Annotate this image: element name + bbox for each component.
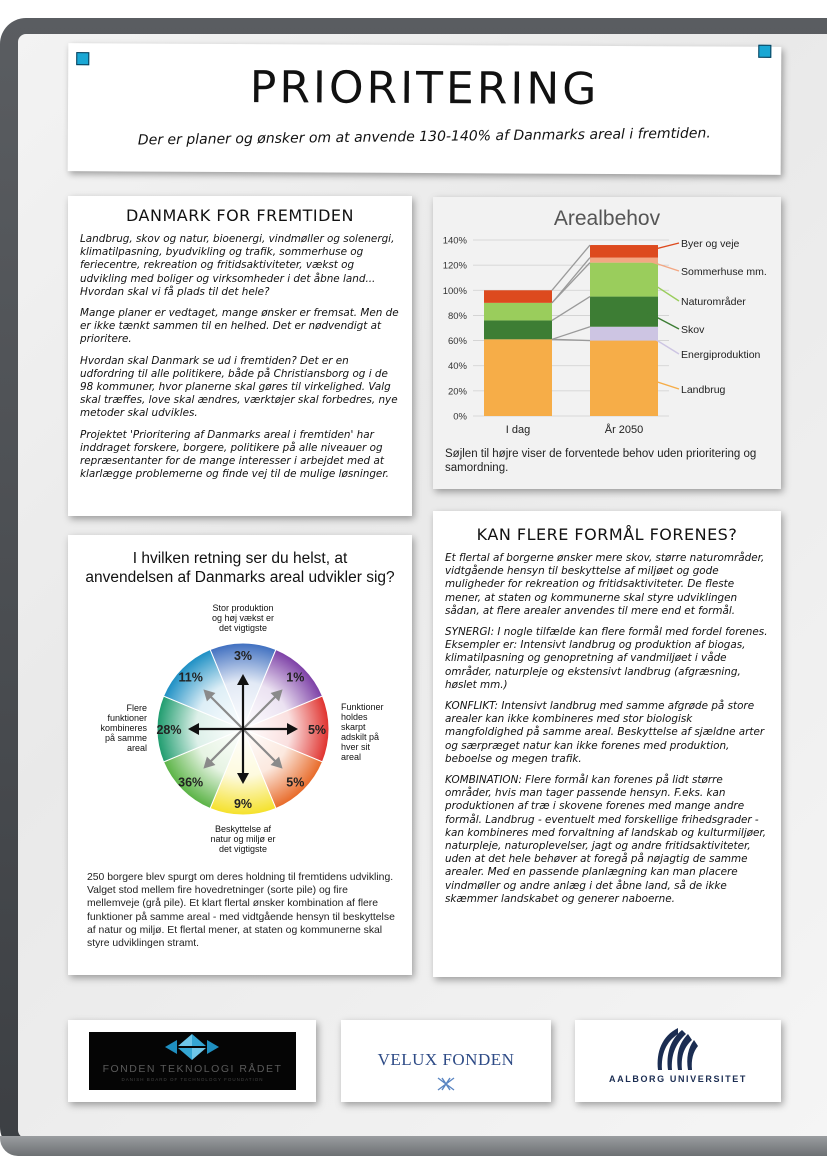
pin-icon (758, 45, 771, 58)
left-direction-label (100, 703, 147, 753)
kan-paragraph: KONFLIKT: Intensivt landbrug med samme afgrøde på store arealer kan ikke kombineres med stor biologisk mangfoldighed på samme areal. Beskyttelse af sjældne arter og særpræget natur kan ikke forenes med produktion, beboelse og megen trafik. (445, 700, 765, 765)
top-direction-label (212, 603, 274, 633)
poll-caption: 250 borgere blev spurgt om deres holdning til fremtidens udvikling. Valget stod mellem fire hovedretninger (sorte pile) og fire mellemveje (grå pile). Et klart flertal ønsker kombination af flere funktioner på samme areal - med vidtgående hensyn til beskyttelse af natur og miljø. Et flertal mener, at staten og kommunerne skal styre udviklingen stramt. (87, 872, 395, 950)
y-tick-label: 40% (447, 361, 467, 373)
bar-segment-landbrug (484, 339, 552, 416)
legend-label: Landbrug (681, 384, 726, 396)
logo-card-velux (341, 1020, 551, 1102)
y-tick-label: 20% (447, 386, 467, 398)
bottom-direction-label-line: Beskyttelse af (214, 824, 272, 834)
danmark-paragraph: Hvordan skal Danmark se ud i fremtiden? Det er en udfordring til alle politikere, både på Christiansborg og i de 98 kommuner, hvor planerne skal gøres til virkelighed. Valg skal træffes, love skal ændres, værktøjer skal forbedres, nye metoder skal udvikles. (80, 354, 398, 420)
segment-percent-label: 5% (286, 775, 305, 790)
left-direction-label-line: areal (126, 743, 147, 753)
right-direction-label-line: skarpt (341, 722, 366, 732)
kan-card (433, 511, 781, 977)
right-direction-label-line: areal (341, 752, 362, 762)
kan-heading: KAN FLERE FORMÅL FORENES? (476, 525, 738, 544)
connector-line (552, 258, 590, 303)
y-tick-label: 60% (447, 336, 467, 348)
title-card (68, 43, 782, 175)
bar-segment-naturområder (590, 263, 658, 297)
bottom-direction-label (210, 824, 275, 854)
left-direction-label-line: kombineres (100, 723, 147, 733)
left-direction-label-line: funktioner (107, 713, 147, 723)
connector-line (552, 297, 590, 321)
x-tick-label: I dag (505, 424, 531, 436)
danmark-paragraph: Landbrug, skov og natur, bioenergi, vindmøller og solenergi, klimatilpasning, byudvikling og trafik, sommerhuse og feriecentre, rekreation og fritidsaktiviteter, vækst og udvikling med boliger og virksomheder i det åbne land... Hvordan skal vi få plads til det hele? (80, 233, 395, 298)
logo-card-ftr (68, 1020, 316, 1102)
segment-percent-label: 36% (178, 775, 204, 790)
bottom-direction-label-line: natur og miljø er (210, 834, 276, 844)
legend-label: Naturområder (681, 296, 746, 308)
right-direction-label (341, 702, 384, 762)
aau-crest-icon (648, 1026, 708, 1072)
ftr-sub: DANISH BOARD OF TECHNOLOGY FOUNDATION (121, 1077, 264, 1082)
velux-cross-icon (436, 1076, 456, 1092)
segment-percent-label: 1% (286, 670, 305, 685)
danmark-heading: DANMARK FOR FREMTIDEN (125, 206, 355, 225)
x-tick-label: År 2050 (604, 424, 644, 436)
danmark-paragraph: Projektet 'Prioritering af Danmarks areal i fremtiden' har inddraget forskere, borgere, politikere på alle niveauer og repræsentanter for de mange interesser i arbejdet med at klarlægge problemerne og finde vej til de mulige løsninger. (80, 428, 389, 481)
kan-paragraph: SYNERGI: I nogle tilfælde kan flere formål med fordel forenes. Eksempler er: Intensivt landbrug og produktion af biogas, klimatilpasning og genopretning af vandmiljøet i våde områder, naturpleje og ekstensivt landbrug (afgræsning, høslet mm.) (445, 626, 768, 691)
segment-percent-label: 5% (307, 723, 327, 737)
chart-title: Arealbehov (553, 207, 661, 230)
poll-card (68, 535, 412, 975)
bar-chart (433, 197, 781, 442)
segment-percent-label: 3% (233, 649, 253, 663)
legend-label: Energiproduktion (681, 349, 761, 361)
logo-card-aau (575, 1020, 781, 1102)
bar-segment-byer-og-veje (484, 290, 552, 303)
page-title: PRIORITERING (249, 62, 600, 115)
legend-label: Sommerhuse mm. (681, 266, 767, 278)
bar-segment-energiproduktion (590, 327, 658, 341)
velux-name: VELUX FONDEN (377, 1050, 515, 1069)
ftr-logo (89, 1032, 296, 1090)
bar-segment-naturområder (484, 303, 552, 321)
whiteboard-tray (0, 1136, 827, 1156)
top-direction-label-line: Stor produktion (212, 603, 274, 613)
left-direction-label-line: Flere (126, 703, 147, 713)
kan-paragraph: Et flertal af borgerne ønsker mere skov, større naturområder, vidtgående hensyn til beskyttelse af miljøet og gode muligheder for rekreation og fritidsaktiviteter. De fleste mener, at staten og kommunerne skal styre udviklingen sådan, at flere arealer anvendes til mere end et formål. (445, 552, 765, 617)
y-tick-label: 100% (442, 285, 467, 297)
kan-paragraph: KOMBINATION: Flere formål kan forenes på lidt større områder, hvis man tager passende hensyn. F.eks. kan produktionen af træ i skovene forenes med mange andre formål. Landbrug - eventuelt med forskellige frihedsgrader - kan kombineres med forvaltning af landskab og kulturmiljøer, naturpleje, naturoplevelser, jagt og andre fritidsaktiviteter, uden at det hele behøver at foregå på nøjagtig de samme arealer. Med en passende planlægning kan man placere vindmøller og andre anlæg i det åbne land, så de ikke skæmmer landskabet og generer naboerne. (445, 774, 767, 905)
danmark-card (68, 196, 412, 516)
bar-segment-skov (590, 297, 658, 327)
segment-percent-label: 9% (233, 797, 253, 811)
segment-percent-label: 11% (178, 670, 203, 685)
top-direction-label-line: og høj vækst er (211, 613, 275, 623)
legend-label: Skov (681, 324, 705, 336)
left-direction-label-line: på samme (104, 733, 147, 743)
bottom-direction-label-line: det vigtigste (218, 844, 268, 854)
y-tick-label: 140% (442, 235, 467, 247)
y-tick-label: 80% (447, 310, 467, 322)
right-direction-label-line: holdes (341, 712, 368, 722)
ftr-name: FONDEN TEKNOLOGI RÅDET (102, 1063, 283, 1075)
chart-caption: Søjlen til højre viser de forventede behov uden prioritering og samordning. (445, 448, 757, 474)
page-subtitle: Der er planer og ønsker om at anvende 130-140% af Danmarks areal i fremtiden. (137, 125, 711, 149)
right-direction-label-line: hver sit (341, 742, 371, 752)
segment-percent-label: 28% (156, 723, 182, 737)
connector-line (552, 327, 590, 340)
y-tick-label: 120% (442, 260, 467, 272)
y-tick-label: 0% (453, 411, 467, 423)
aau-name: AALBORG UNIVERSITET (609, 1074, 747, 1084)
top-direction-label-line: det vigtigste (218, 623, 268, 633)
legend-label: Byer og veje (681, 238, 740, 250)
chart-card (433, 197, 781, 489)
right-direction-label-line: Funktioner (341, 702, 384, 712)
poll-question-line: anvendelsen af Danmarks areal udvikler sig? (85, 569, 395, 586)
poll-question-line: I hvilken retning ser du helst, at (132, 550, 348, 567)
bar-segment-skov (484, 320, 552, 339)
direction-wheel (68, 535, 412, 865)
danmark-paragraph: Mange planer er vedtaget, mange ønsker er fremsat. Men de er ikke tænkt sammen til en helhed. Det er nødvendigt at prioritere. (80, 307, 399, 346)
right-direction-label-line: adskilt på (341, 732, 380, 742)
